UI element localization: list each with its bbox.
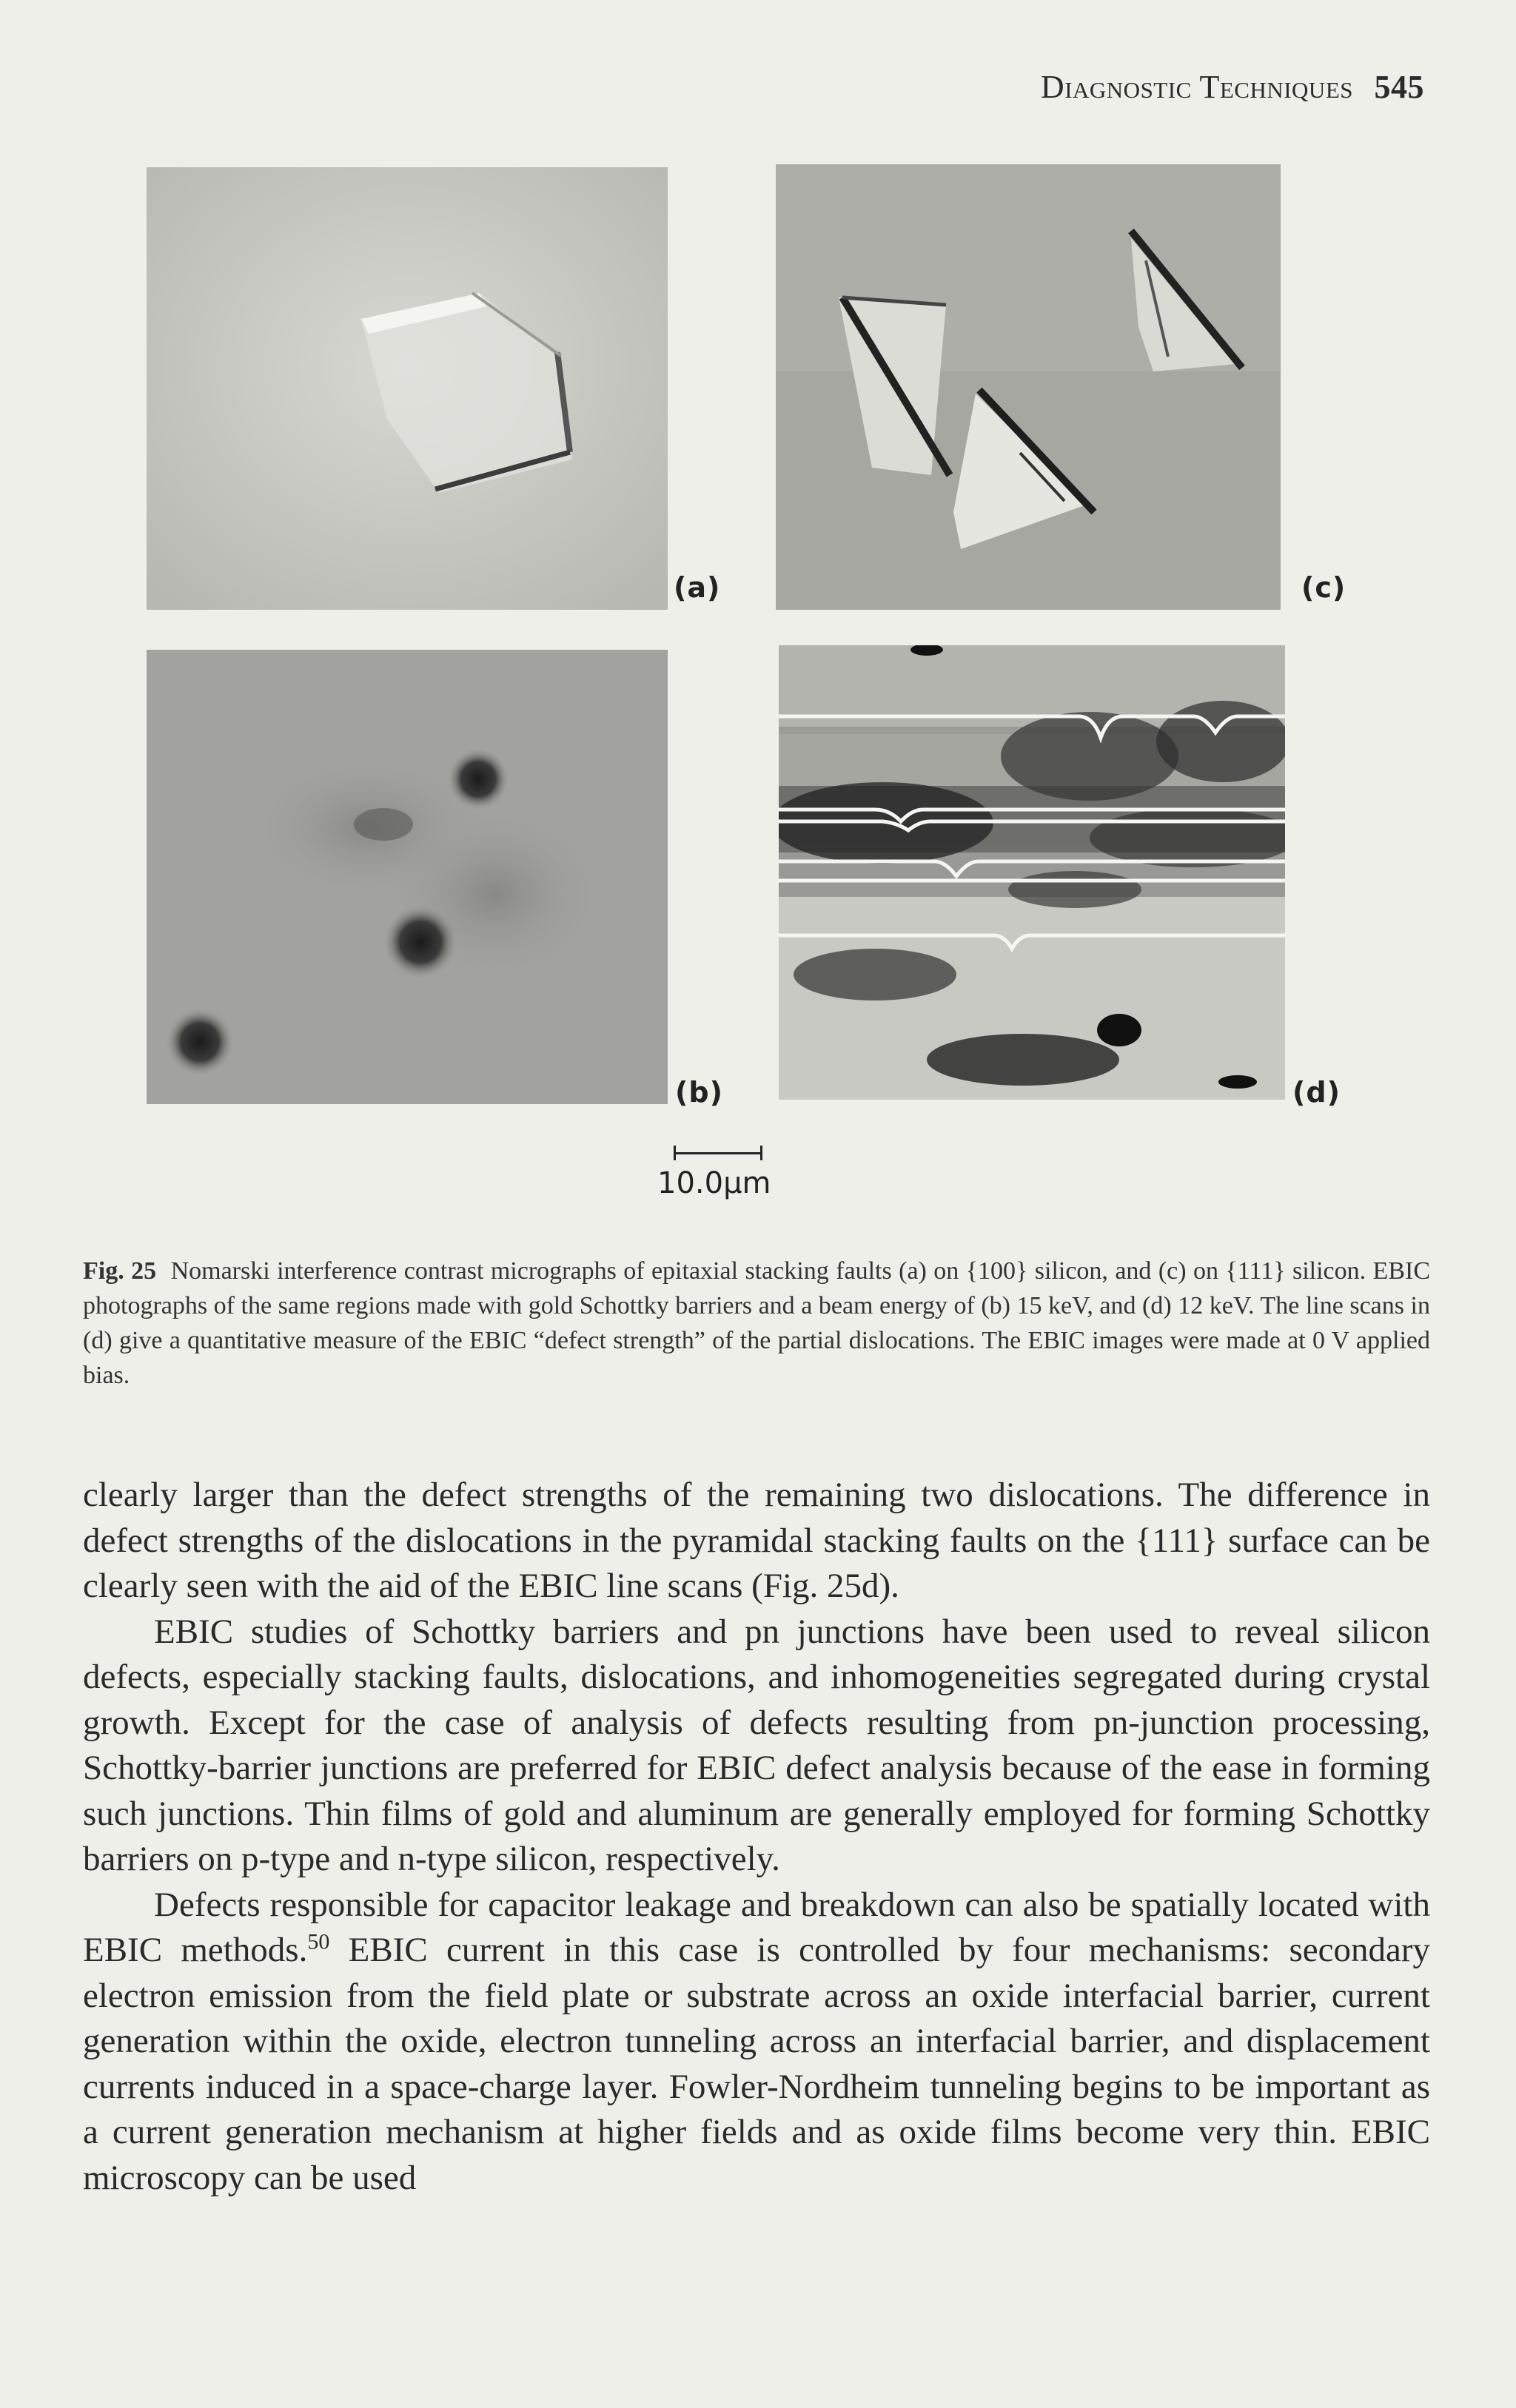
paragraph-1: clearly larger than the defect strengths of the remaining two dislocations. The difference in defect strengths of the dislocations in the pyramidal stacking faults on the {111} surface can be clearly seen with the aid of the EBIC line scans (Fig. 25d). [83, 1476, 1430, 1605]
running-title: Diagnostic Techniques [1040, 69, 1353, 105]
caption-text: Nomarski interference contrast micrographs of epitaxial stacking faults (a) on {100} silicon, and (c) on {111} silicon. EBIC photographs of the same regions made with gold Schottky barriers and a beam energy of (b) 15 keV, and (d) 12 keV. The line scans in (d) give a quantitative measure of the EBIC “defect strength” of the partial dislocations. The EBIC images were made at 0 V applied bias. [83, 1257, 1430, 1389]
micrograph-b [147, 650, 668, 1104]
scale-bar-label: 10.0μm [657, 1166, 771, 1200]
body-text [83, 1473, 1430, 2201]
paragraph-3-rest: EBIC current in this case is controlled by four mechanisms: secondary electron emission from the field plate or substrate across an oxide interfacial barrier, current generation within the oxide, electron tunneling across an interfacial barrier, and displacement currents induced in a space-charge layer. Fowler-Nordheim tunneling begins to be important as a current generation mechanism at higher fields and as oxide films become very thin. EBIC microscopy can be used [83, 1931, 1430, 2197]
panel-label-c: (c) [1301, 571, 1346, 604]
figure-caption [83, 1254, 1430, 1393]
paragraph-3 [83, 1883, 1430, 2202]
micrograph-a [147, 167, 668, 610]
paragraph-2: EBIC studies of Schottky barriers and pn junctions have been used to reveal silicon defects, especially stacking faults, dislocations, and inhomogeneities segregated during crystal growth. Except for the case of analysis of defects resulting from pn-junction processing, Schottky-barrier junctions are preferred for EBIC defect analysis because of the ease in forming such junctions. Thin films of gold and aluminum are generally employed for forming Schottky barriers on p-type and n-type silicon, respectively. [83, 1612, 1430, 1878]
paragraph-3-start: Defects responsible for capacitor leakage and breakdown can also be spatially located with EBIC methods. [83, 1885, 1430, 1969]
panel-label-d: (d) [1292, 1076, 1341, 1109]
running-header [1041, 68, 1424, 106]
page-number: 545 [1374, 69, 1424, 105]
scale-bar [674, 1146, 762, 1160]
micrograph-d [779, 645, 1285, 1100]
panel-label-a: (a) [674, 571, 721, 604]
figure-label: Fig. 25 [83, 1257, 157, 1285]
panel-label-b: (b) [675, 1076, 723, 1109]
micrograph-c [776, 164, 1281, 610]
reference-50: 50 [307, 1929, 330, 1954]
